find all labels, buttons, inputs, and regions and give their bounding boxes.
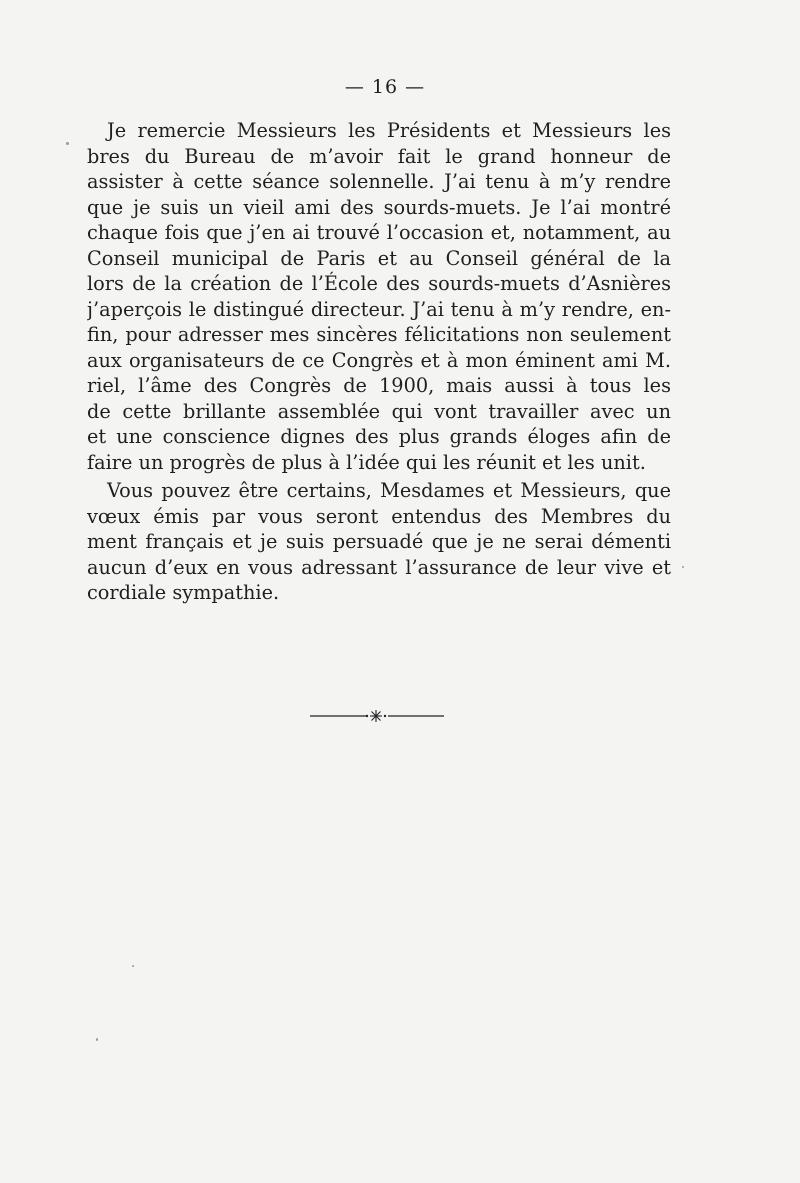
text-line: vœux émis par vous seront entendus des Membres du [87,504,671,528]
text-line: aux organisateurs de ce Congrès et à mon éminent ami M. [87,348,671,372]
text-line: bres du Bureau de m’avoir fait le grand honneur de [87,144,671,168]
text-line: cordiale sympathie. [87,581,280,604]
text-line: chaque fois que j’en ai trouvé l’occasion et, notamment, au [87,221,671,244]
paragraph-1 [87,118,671,475]
text-line: lors de la création de l’École des sourds-muets d’Asnières [87,272,671,295]
text-line: de cette brillante assemblée qui vont travailler avec un [87,399,671,423]
text-line: Vous pouvez être certains, Mesdames et Messieurs, que [107,479,671,502]
text-line: faire un progrès de plus à l’idée qui les réunit et les unit. [87,450,646,474]
paragraph-2 [87,478,671,606]
text-line: que je suis un vieil ami des sourds-muets. Je l’ai montré [87,195,671,219]
paper-speck [132,965,134,967]
body-text [87,118,671,606]
end-ornament [310,706,444,726]
text-line: fin, pour adresser mes sincères félicitations non seulement [87,323,671,346]
paper-speck [66,142,69,145]
page-number: — 16 — [344,76,426,98]
text-line: aucun d’eux en vous adressant l’assurance de leur vive et [87,555,671,579]
text-line: et une conscience dignes des plus grands éloges afin de [87,425,671,448]
text-line: Conseil municipal de Paris et au Conseil général de la [87,246,671,270]
text-line: ment français et je suis persuadé que je ne serai démenti [87,530,671,553]
paper-speck [682,566,684,568]
text-line: assister à cette séance solennelle. J’ai tenu à m’y rendre [87,170,671,193]
text-line: Je remercie Messieurs les Présidents et Messieurs les [107,119,671,142]
text-line: j’aperçois le distingué directeur. J’ai tenu à m’y rendre, en- [87,297,671,321]
paper-speck [96,1038,98,1041]
text-line: riel, l’âme des Congrès de 1900, mais aussi à tous les [87,374,671,397]
